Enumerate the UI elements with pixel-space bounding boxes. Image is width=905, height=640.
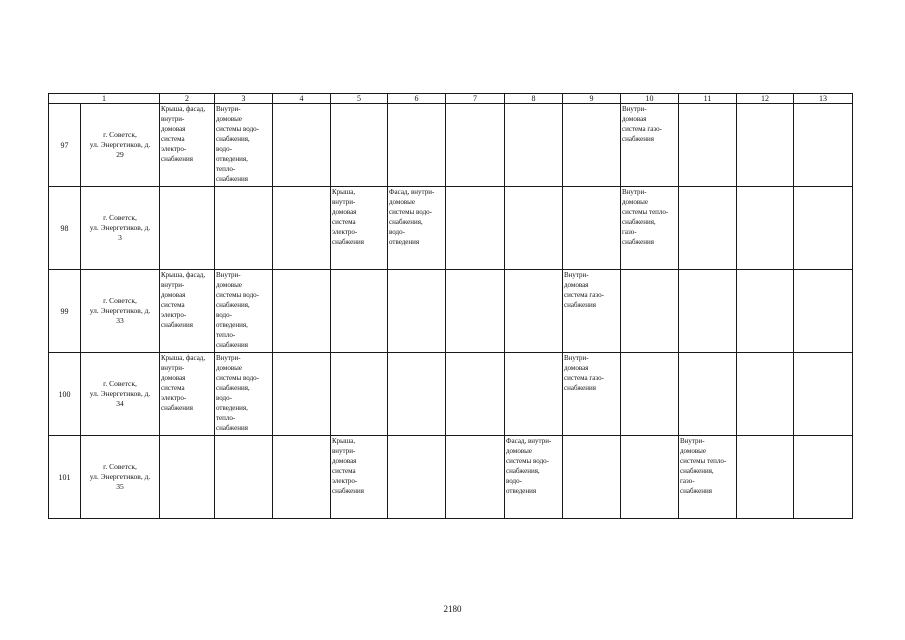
work-cell xyxy=(737,104,794,187)
work-cell: Внутри- домовые системы тепло- снабжения, газо- снабжения xyxy=(621,187,679,270)
work-cell xyxy=(621,270,679,353)
page-number: 2180 xyxy=(443,604,462,614)
address-text: г. Советск, ул. Энергетиков, д. 35 xyxy=(89,462,151,491)
work-cell xyxy=(446,104,505,187)
table-body xyxy=(49,104,853,519)
work-cell xyxy=(737,436,794,519)
table-header xyxy=(49,94,853,104)
column-header: 3 xyxy=(215,94,273,104)
address-cell xyxy=(81,270,160,353)
work-cell xyxy=(273,436,331,519)
work-cell xyxy=(160,436,215,519)
address-cell xyxy=(81,187,160,270)
work-cell xyxy=(388,436,446,519)
column-header: 5 xyxy=(331,94,388,104)
work-cell xyxy=(505,353,563,436)
work-cell: Крыша, фасад, внутри- домовая система электро- снабжения xyxy=(160,104,215,187)
work-cell: Внутри- домовые системы водо- снабжения, водо- отведения, тепло- снабжения xyxy=(215,270,273,353)
work-cell xyxy=(446,436,505,519)
work-cell xyxy=(331,104,388,187)
work-cell xyxy=(331,353,388,436)
work-cell xyxy=(388,270,446,353)
row-number-cell: 97 xyxy=(49,104,81,187)
work-cell xyxy=(388,104,446,187)
work-cell: Внутри- домовая система газо- снабжения xyxy=(563,353,621,436)
row-number-cell: 100 xyxy=(49,353,81,436)
work-cell: Внутри- домовые системы водо- снабжения, водо- отведения, тепло- снабжения xyxy=(215,353,273,436)
work-cell xyxy=(505,270,563,353)
work-cell xyxy=(794,187,853,270)
work-cell xyxy=(794,353,853,436)
work-cell xyxy=(794,104,853,187)
work-cell xyxy=(679,270,737,353)
address-text: г. Советск, ул. Энергетиков, д. 33 xyxy=(89,296,151,325)
work-cell: Крыша, фасад, внутри- домовая система электро- снабжения xyxy=(160,353,215,436)
row-number-cell: 98 xyxy=(49,187,81,270)
work-cell xyxy=(160,187,215,270)
work-cell xyxy=(273,187,331,270)
column-header: 6 xyxy=(388,94,446,104)
address-cell xyxy=(81,104,160,187)
table-row xyxy=(49,104,853,187)
address-cell xyxy=(81,436,160,519)
column-header: 4 xyxy=(273,94,331,104)
table-row xyxy=(49,187,853,270)
work-cell: Фасад, внутри- домовые системы водо- снабжения, водо- отведения xyxy=(388,187,446,270)
column-header: 10 xyxy=(621,94,679,104)
header-row xyxy=(49,94,853,104)
work-cell xyxy=(446,353,505,436)
address-text: г. Советск, ул. Энергетиков, д. 29 xyxy=(89,130,151,159)
work-schedule-table xyxy=(48,93,853,519)
address-cell xyxy=(81,353,160,436)
work-cell xyxy=(388,353,446,436)
work-cell: Внутри- домовые системы тепло- снабжения, газо- снабжения xyxy=(679,436,737,519)
work-cell: Фасад, внутри- домовые системы водо- снабжения, водо- отведения xyxy=(505,436,563,519)
work-cell xyxy=(794,270,853,353)
work-cell: Внутри- домовая система газо- снабжения xyxy=(621,104,679,187)
table-row xyxy=(49,436,853,519)
work-cell xyxy=(679,104,737,187)
row-number-cell: 101 xyxy=(49,436,81,519)
work-cell xyxy=(331,270,388,353)
work-cell xyxy=(794,436,853,519)
work-cell xyxy=(273,353,331,436)
column-header: 1 xyxy=(49,94,160,104)
work-cell xyxy=(505,104,563,187)
work-cell: Крыша, фасад, внутри- домовая система электро- снабжения xyxy=(160,270,215,353)
work-cell xyxy=(273,270,331,353)
column-header: 11 xyxy=(679,94,737,104)
work-cell xyxy=(273,104,331,187)
work-cell xyxy=(679,353,737,436)
work-cell: Крыша, внутри- домовая система электро- снабжения xyxy=(331,187,388,270)
work-cell xyxy=(621,353,679,436)
work-cell xyxy=(563,187,621,270)
row-number-cell: 99 xyxy=(49,270,81,353)
work-cell: Внутри- домовая система газо- снабжения xyxy=(563,270,621,353)
column-header: 2 xyxy=(160,94,215,104)
work-cell xyxy=(446,187,505,270)
work-cell xyxy=(215,436,273,519)
table-row xyxy=(49,270,853,353)
work-cell: Внутри- домовые системы водо- снабжения, водо- отведения, тепло- снабжения xyxy=(215,104,273,187)
address-text: г. Советск, ул. Энергетиков, д. 34 xyxy=(89,379,151,408)
column-header: 8 xyxy=(505,94,563,104)
work-cell xyxy=(215,187,273,270)
work-cell xyxy=(737,353,794,436)
column-header: 7 xyxy=(446,94,505,104)
work-cell xyxy=(679,187,737,270)
work-cell xyxy=(446,270,505,353)
work-cell xyxy=(505,187,563,270)
column-header: 13 xyxy=(794,94,853,104)
address-text: г. Советск, ул. Энергетиков, д. 3 xyxy=(89,213,151,242)
work-cell xyxy=(563,436,621,519)
work-cell xyxy=(621,436,679,519)
work-cell xyxy=(737,270,794,353)
column-header: 9 xyxy=(563,94,621,104)
table-row xyxy=(49,353,853,436)
work-cell xyxy=(737,187,794,270)
work-cell xyxy=(563,104,621,187)
column-header: 12 xyxy=(737,94,794,104)
work-cell: Крыша, внутри- домовая система электро- снабжения xyxy=(331,436,388,519)
